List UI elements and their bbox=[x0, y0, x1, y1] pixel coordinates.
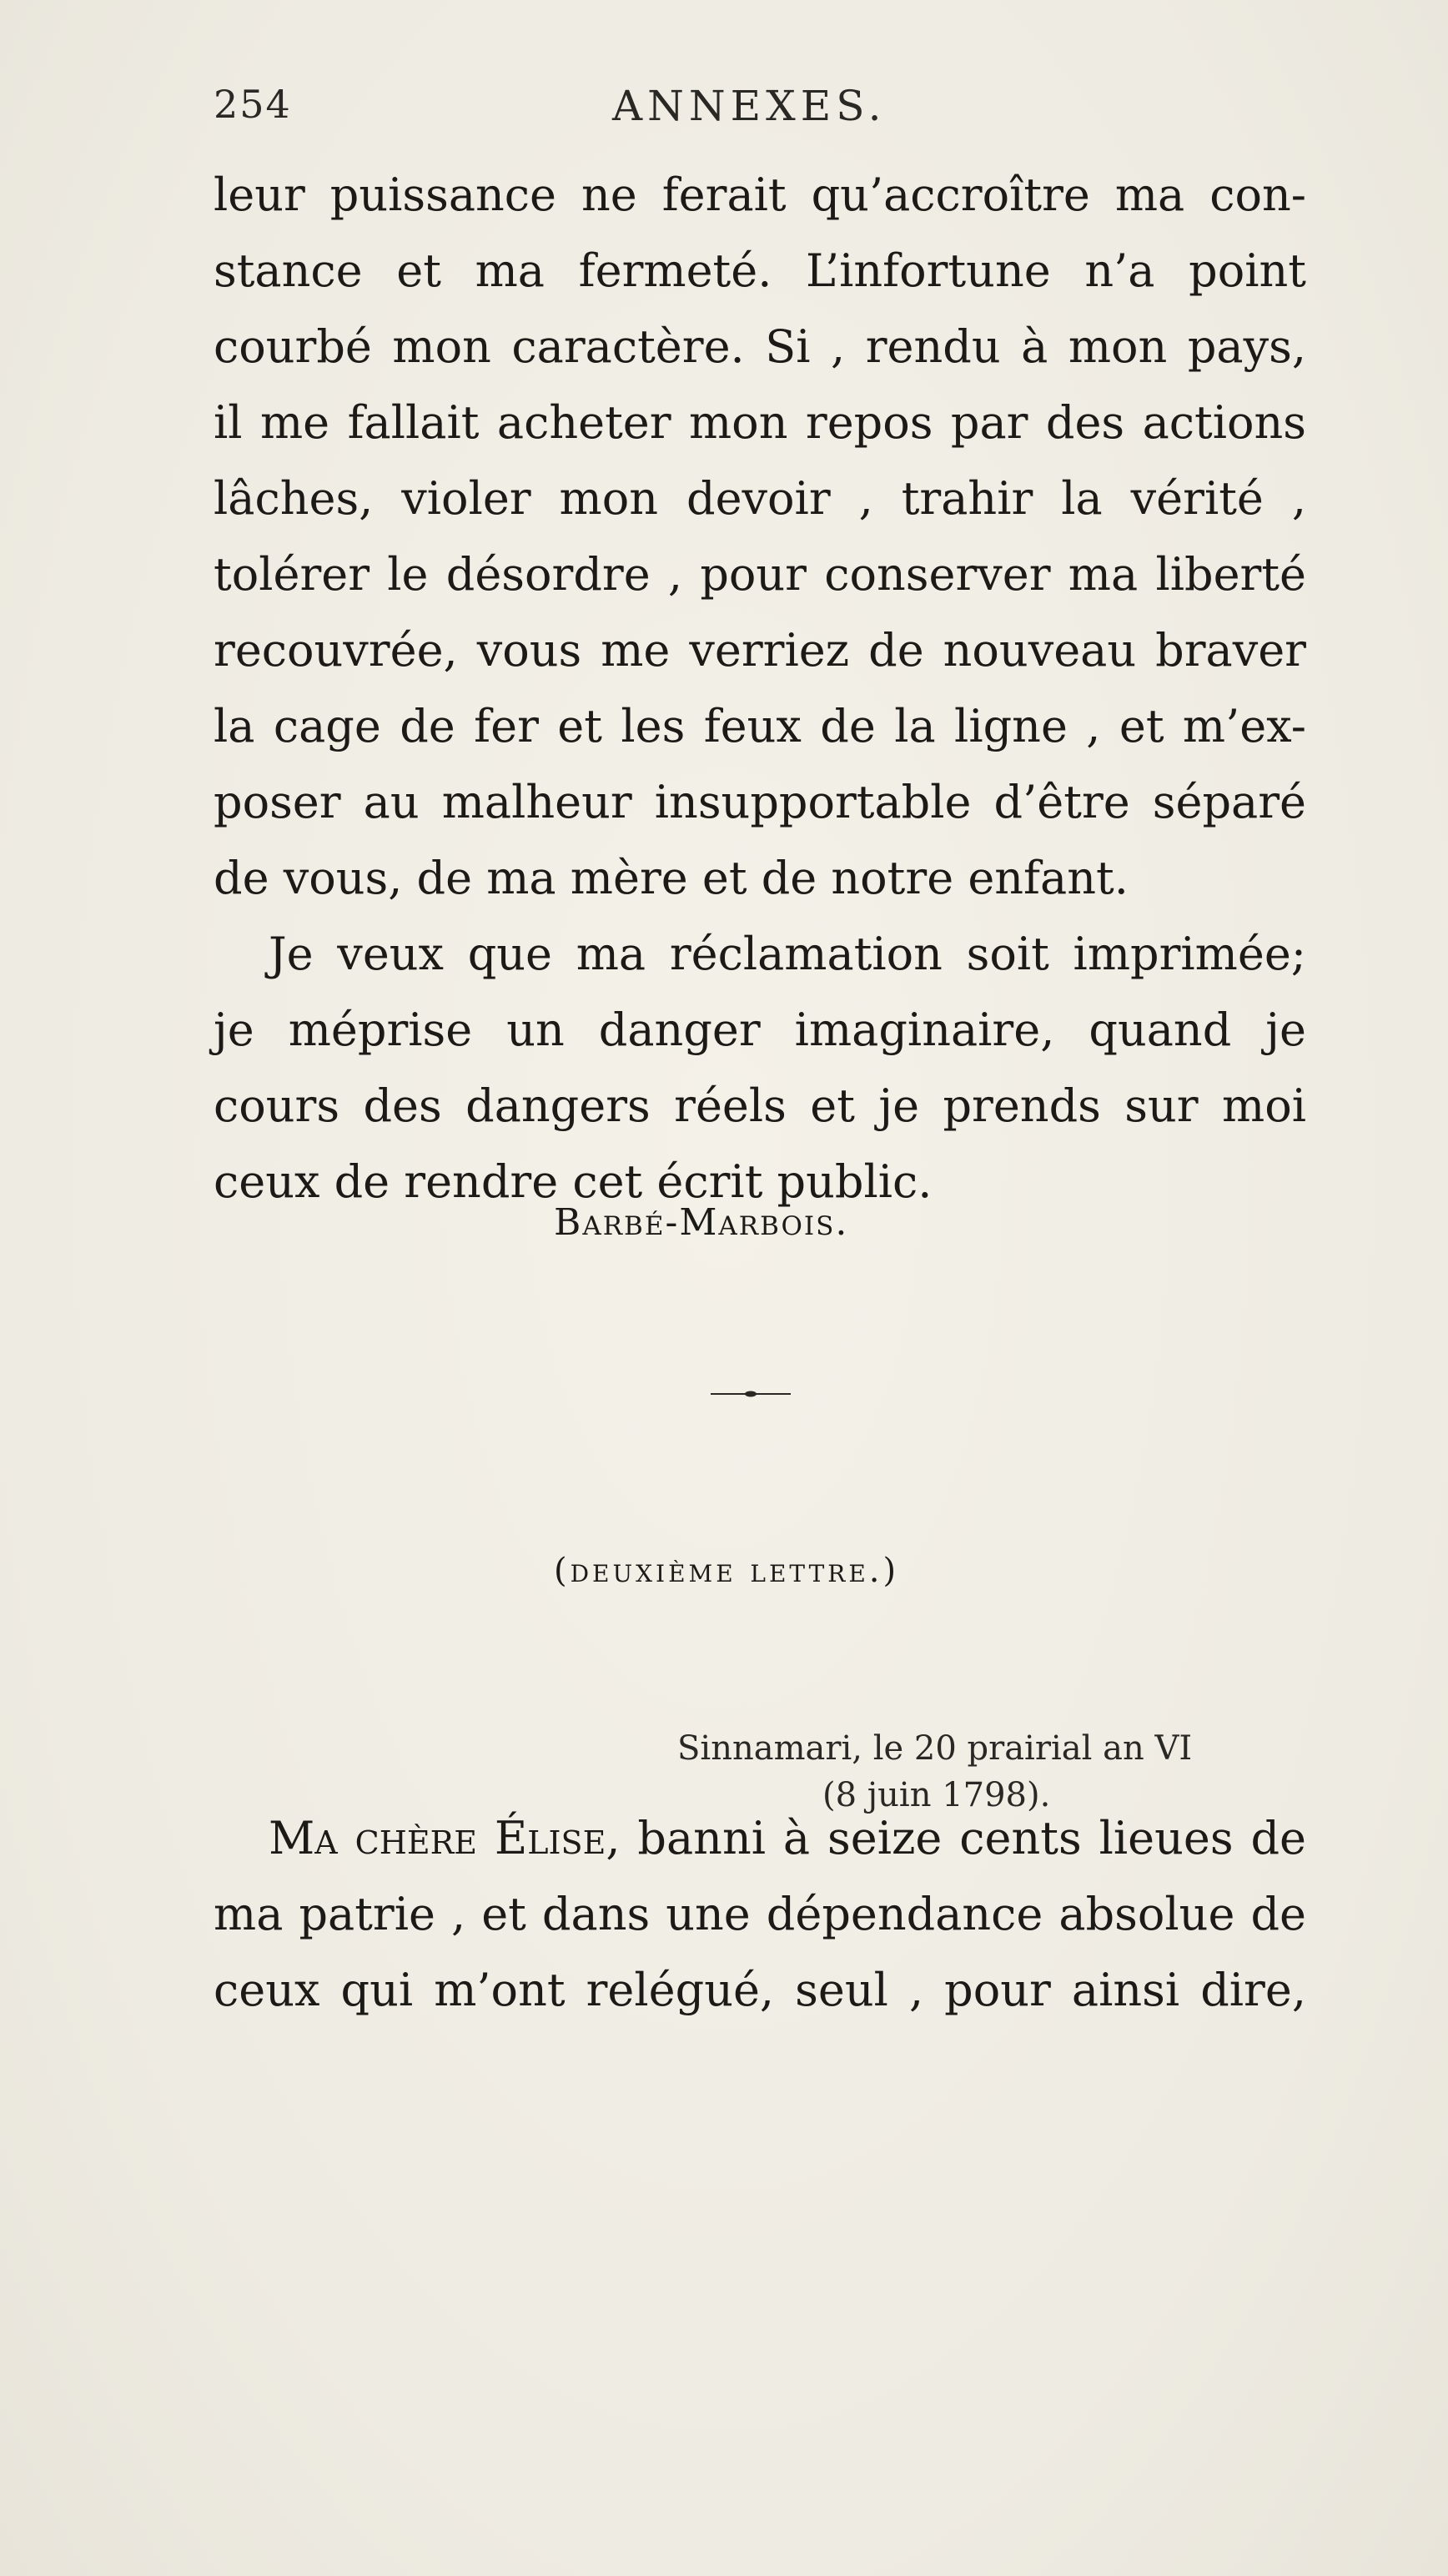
text-line: courbé mon caractère. Si , rendu à mon pays, bbox=[214, 320, 1306, 373]
text-line: leur puissance ne ferait qu’accroître ma con- bbox=[214, 169, 1306, 221]
running-title: ANNEXES. bbox=[612, 82, 887, 130]
page-header bbox=[214, 82, 1306, 140]
text-line-rest: banni à seize cents lieues de bbox=[620, 1812, 1306, 1864]
dateline-date: (8 juin 1798). bbox=[822, 1776, 1051, 1814]
divider-ornament bbox=[709, 1390, 792, 1398]
text-line: poser au malheur insupportable d’être séparé bbox=[214, 776, 1306, 828]
text-line: stance et ma fermeté. L’infortune n’a point bbox=[214, 244, 1306, 297]
text-line: ceux qui m’ont relégué, seul , pour ainsi dire, bbox=[214, 1964, 1306, 2016]
page-number: 254 bbox=[214, 82, 292, 127]
text-line: ma patrie , et dans une dépendance absolue de bbox=[214, 1888, 1306, 1940]
letter-heading: (deuxième lettre.) bbox=[554, 1552, 900, 1590]
salutation: Ma chère Élise, bbox=[269, 1812, 621, 1864]
text-line: il me fallait acheter mon repos par des actions bbox=[214, 396, 1306, 449]
signature: Barbé-Marbois. bbox=[554, 1201, 849, 1244]
text-line: tolérer le désordre , pour conserver ma liberté bbox=[214, 548, 1306, 601]
letter-two-body bbox=[214, 1800, 1306, 2028]
text-line: cours des dangers réels et je prends sur moi bbox=[214, 1079, 1306, 1132]
text-line: la cage de fer et les feux de la ligne , et m’ex- bbox=[214, 700, 1306, 752]
text-line: de vous, de ma mère et de notre enfant. bbox=[214, 852, 1129, 904]
dateline-place: Sinnamari, le 20 prairial an VI bbox=[677, 1729, 1193, 1768]
text-line bbox=[214, 1800, 1306, 1876]
text-line: recouvrée, vous me verriez de nouveau braver bbox=[214, 624, 1306, 677]
text-line: lâches, violer mon devoir , trahir la vérité , bbox=[214, 472, 1306, 525]
text-line: ceux de rendre cet écrit public. bbox=[214, 1155, 933, 1208]
text-line: je méprise un danger imaginaire, quand je bbox=[214, 1004, 1306, 1056]
letter-one-body bbox=[214, 157, 1306, 1220]
text-line: Je veux que ma réclamation soit imprimée; bbox=[269, 928, 1306, 980]
